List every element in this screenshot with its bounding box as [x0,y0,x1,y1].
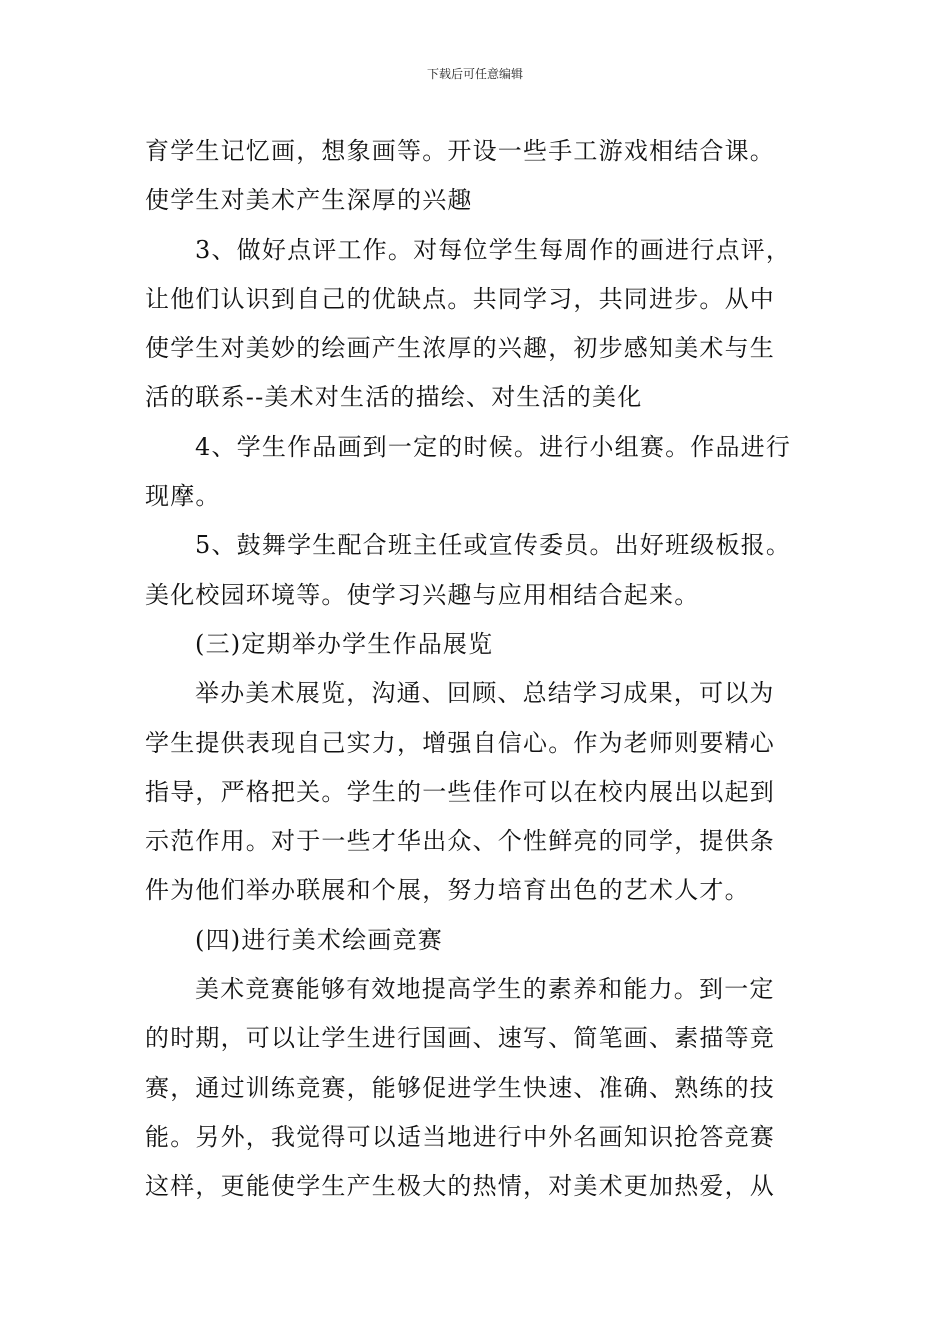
text-line-8: 现摩。 [145,482,221,511]
text-line-21: 能。另外，我觉得可以适当地进行中外名画知识抢答竞赛 [145,1122,775,1151]
text-line-12: 举办美术展览，沟通、回顾、总结学习成果，可以为 [195,679,775,708]
text-line-4: 让他们认识到自己的优缺点。共同学习，共同进步。从中 [145,284,775,313]
text-line-7: 4、学生作品画到一定的时候。进行小组赛。作品进行 [195,432,792,461]
text-line-10: 美化校园环境等。使学习兴趣与应用相结合起来。 [145,580,700,609]
text-line-2: 使学生对美术产生深厚的兴趣 [145,186,473,215]
text-line-16: 件为他们举办联展和个展，努力培育出色的艺术人才。 [145,876,750,905]
text-line-3: 3、做好点评工作。对每位学生每周作的画进行点评， [195,235,792,264]
section-heading-4: (四)进行美术绘画竞赛 [195,925,443,954]
section-heading-3: (三)定期举办学生作品展览 [195,629,494,658]
text-line-6: 活的联系--美术对生活的描绘、对生活的美化 [145,383,643,412]
text-line-19: 的时期，可以让学生进行国画、速写、简笔画、素描等竞 [145,1024,775,1053]
text-line-9: 5、鼓舞学生配合班主任或宣传委员。出好班级板报。 [195,531,792,560]
text-line-1: 育学生记忆画，想象画等。开设一些手工游戏相结合课。 [145,137,775,165]
text-line-20: 赛，通过训练竞赛，能够促进学生快速、准确、熟练的技 [145,1073,775,1102]
page-header-note: 下载后可任意编辑 [426,67,523,81]
text-line-15: 示范作用。对于一些才华出众、个性鲜亮的同学，提供条 [145,827,775,856]
document-body [145,127,809,1212]
text-line-13: 学生提供表现自己实力，增强自信心。作为老师则要精心 [145,728,775,757]
text-line-14: 指导，严格把关。学生的一些佳作可以在校内展出以起到 [145,777,775,806]
text-line-5: 使学生对美妙的绘画产生浓厚的兴趣，初步感知美术与生 [145,334,775,363]
text-line-18: 美术竞赛能够有效地提高学生的素养和能力。到一定 [195,975,775,1004]
text-line-22: 这样，更能使学生产生极大的热情，对美术更加热爱，从 [145,1172,775,1201]
